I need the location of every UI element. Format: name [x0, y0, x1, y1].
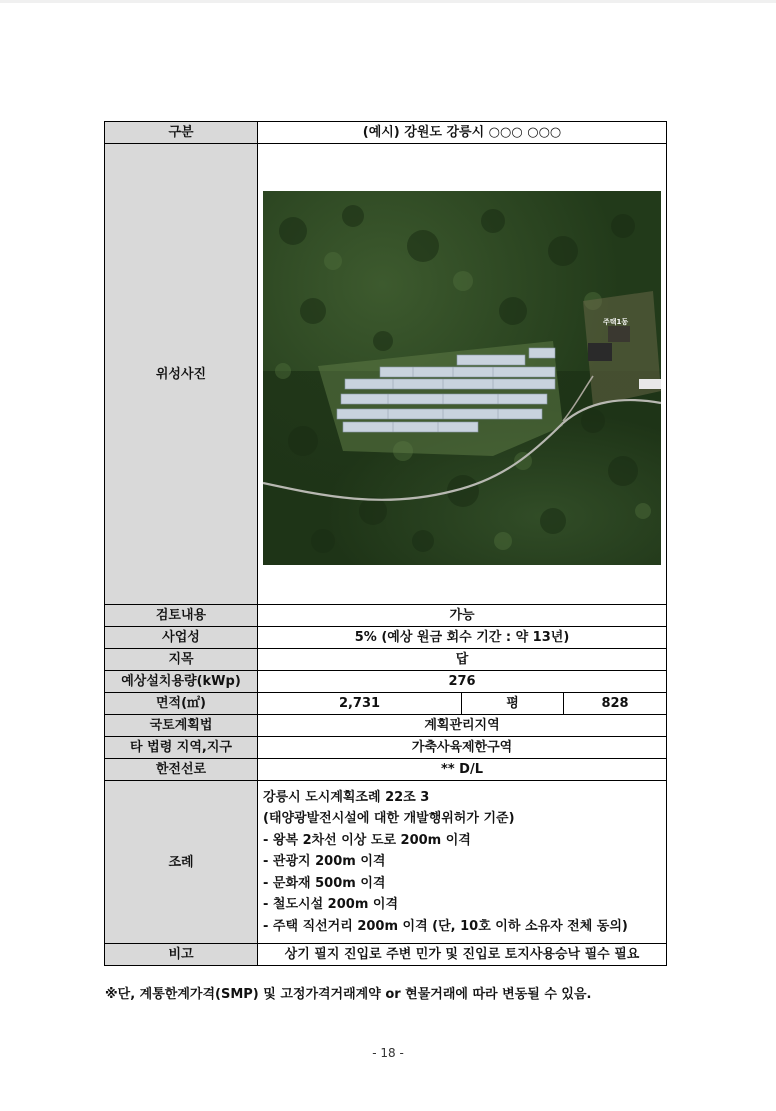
photo-row — [105, 144, 667, 605]
remarks-row — [105, 944, 667, 966]
capacity-row — [105, 671, 667, 693]
remarks-label: 비고 — [105, 944, 258, 966]
review-row — [105, 605, 667, 627]
ordinance-line: - 관광지 200m 이격 — [263, 854, 386, 870]
other-zones-value: 가축사육제한구역 — [258, 737, 667, 759]
ordinance-label: 조례 — [105, 781, 258, 944]
header-label: 구분 — [105, 122, 258, 144]
site-review-table — [104, 121, 667, 966]
power-line-label: 한전선로 — [105, 759, 258, 781]
land-category-row — [105, 649, 667, 671]
ordinance-line: 강릉시 도시계획조례 22조 3 — [263, 789, 430, 805]
photo-cell — [258, 144, 667, 605]
house-label: 주택1동 — [603, 318, 629, 326]
ordinance-line: - 문화재 500m 이격 — [263, 875, 386, 891]
area-sqm-value: 2,731 — [258, 693, 462, 715]
national-planning-row — [105, 715, 667, 737]
ordinance-line: - 왕복 2차선 이상 도로 200m 이격 — [263, 832, 471, 848]
capacity-label: 예상설치용량(kWp) — [105, 671, 258, 693]
ordinance-row — [105, 781, 667, 944]
header-row — [105, 122, 667, 144]
page-top-line — [0, 0, 776, 3]
area-pyeong-value: 828 — [564, 693, 667, 715]
profitability-label: 사업성 — [105, 627, 258, 649]
area-unit: 평 — [462, 693, 564, 715]
land-category-label: 지목 — [105, 649, 258, 671]
ordinance-line: - 주택 직선거리 200m 이격 (단, 10호 이하 소유자 전체 동의) — [263, 918, 628, 934]
footnote: ※단, 계통한계가격(SMP) 및 고정가격거래계약 or 현물거래에 따라 변동될 수 있음. — [105, 987, 592, 1002]
power-line-value: ** D/L — [258, 759, 667, 781]
area-row — [105, 693, 667, 715]
capacity-value: 276 — [258, 671, 667, 693]
national-planning-value: 계획관리지역 — [258, 715, 667, 737]
review-label: 검토내용 — [105, 605, 258, 627]
other-zones-label: 타 법령 지역,지구 — [105, 737, 258, 759]
ordinance-line: - 철도시설 200m 이격 — [263, 897, 399, 913]
satellite-photo — [263, 191, 661, 565]
profitability-value: 5% (예상 원금 회수 기간 : 약 13년) — [258, 627, 667, 649]
other-zones-row — [105, 737, 667, 759]
profitability-row — [105, 627, 667, 649]
land-category-value: 답 — [258, 649, 667, 671]
ordinance-cell — [258, 781, 667, 944]
remarks-value: 상기 필지 진입로 주변 민가 및 진입로 토지사용승낙 필수 필요 — [258, 944, 667, 966]
review-value: 가능 — [258, 605, 667, 627]
area-label: 면적(㎡) — [105, 693, 258, 715]
ordinance-line: (태양광발전시설에 대한 개발행위허가 기준) — [263, 811, 515, 827]
power-line-row — [105, 759, 667, 781]
national-planning-label: 국토계획법 — [105, 715, 258, 737]
page-number: - 18 - — [372, 1046, 404, 1060]
header-value: (예시) 강원도 강릉시 ○○○ ○○○ — [258, 122, 667, 144]
photo-label: 위성사진 — [105, 144, 258, 605]
